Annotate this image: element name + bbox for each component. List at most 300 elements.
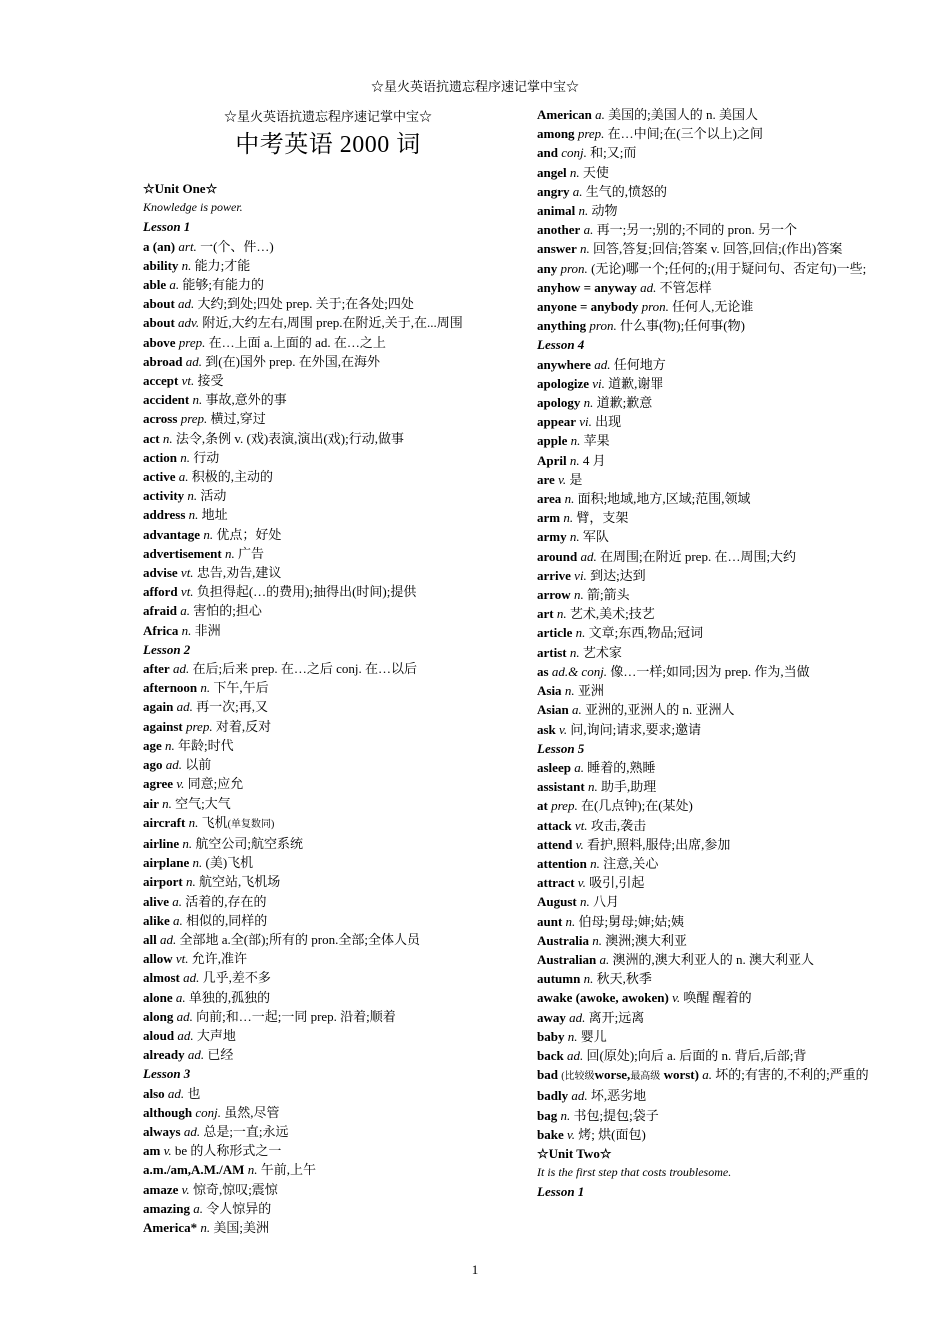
entry-pos: ad.: [580, 548, 597, 564]
vocab-entry: [143, 1026, 518, 1045]
entry-pos: n.: [569, 644, 580, 660]
vocab-entry: [143, 1045, 518, 1064]
entry-definition: 相似的,同样的: [185, 912, 268, 928]
entry-pos: a.: [702, 1067, 712, 1083]
entry-word: animal: [537, 203, 576, 219]
vocab-entry: [143, 794, 518, 813]
entry-definition: 能力;才能: [194, 257, 251, 273]
entry-definition: 航空站,飞机场: [198, 874, 281, 890]
entry-pos: ad.: [566, 1047, 584, 1063]
vocab-entry: [537, 873, 912, 892]
entry-pos: vt.: [180, 565, 194, 581]
entry-word: already: [143, 1047, 185, 1063]
entry-pos: ad.: [176, 699, 193, 715]
vocab-entry: [537, 259, 912, 278]
entry-pos: v.: [577, 875, 586, 891]
entry-word: appear: [537, 414, 576, 430]
entry-definition: 秋天,秋季: [596, 971, 652, 987]
entry-word: away: [537, 1009, 566, 1025]
entry-note: (单复数同): [227, 818, 275, 830]
entry-definition: 动物: [591, 203, 618, 219]
vocab-entry: [537, 585, 912, 604]
entry-pos: a.: [178, 469, 189, 485]
entry-definition: 同意;应允: [187, 776, 244, 792]
entry-word: Australia: [537, 932, 589, 948]
vocab-entry: [143, 256, 518, 275]
entry-pos: ad.: [165, 757, 182, 773]
vocab-entry: [537, 355, 912, 374]
vocab-entry: [537, 681, 912, 700]
entry-word: above: [143, 334, 176, 350]
entry-definition: 道歉,谢罪: [608, 375, 664, 391]
entry-pos: a.: [599, 951, 610, 967]
lesson-heading: Lesson 5: [537, 740, 585, 756]
entry-definition: 婴儿: [580, 1028, 607, 1044]
vocab-entry: [537, 163, 912, 182]
unit-motto: Knowledge is power.: [143, 200, 243, 215]
vocab-entry: [143, 911, 518, 930]
vocab-entry: [537, 1027, 912, 1046]
entry-definition: 和;又;而: [590, 145, 637, 161]
entry-word: amaze: [143, 1181, 179, 1197]
entry-word: act: [143, 430, 160, 446]
entry-word: answer: [537, 241, 577, 257]
entry-definition: 美国;美洲: [213, 1219, 270, 1235]
entry-pos: conj.: [561, 145, 587, 161]
entry-pos: n.: [188, 507, 199, 523]
entry-definition: 事故,意外的事: [205, 392, 287, 408]
entry-pos: ad.: [594, 356, 611, 372]
entry-definition: 虽然,尽管: [224, 1104, 280, 1120]
entry-definition: 总是;一直;永远: [203, 1123, 289, 1139]
entry-pos: prep.: [577, 126, 605, 142]
entry-word: American: [537, 107, 592, 122]
entry-word: America*: [143, 1219, 198, 1235]
entry-pos: n.: [192, 855, 203, 871]
entry-definition: 在后;后来 prep. 在…之后 conj. 在…以后: [192, 661, 418, 677]
entry-pos: v.: [672, 990, 681, 1006]
entry-pos: vt.: [181, 373, 195, 389]
entry-word: apple: [537, 433, 568, 449]
entry-word: apology: [537, 395, 581, 411]
vocab-entry: [537, 124, 912, 143]
entry-word: back: [537, 1047, 564, 1063]
vocab-entry: [537, 816, 912, 835]
entry-word: apologize: [537, 375, 589, 391]
entry-definition: 是: [569, 471, 583, 487]
entry-definition: 航空公司;航空系统: [195, 835, 303, 851]
entry-definition: 再一次;再,又: [196, 699, 268, 715]
entry-definition: 睡着的,熟睡: [587, 759, 656, 775]
entry-pos: n.: [583, 971, 594, 987]
entry-word: arm: [537, 510, 561, 526]
vocab-entry: [537, 623, 912, 642]
vocab-entry: [537, 547, 912, 566]
entry-definition: 也: [187, 1085, 201, 1101]
entry-word: abroad: [143, 353, 183, 369]
entry-definition: 烤; 烘(面包): [578, 1126, 646, 1142]
entry-word: about: [143, 296, 175, 312]
entry-word: ago: [143, 757, 163, 773]
entry-word: article: [537, 625, 573, 641]
entry-word: age: [143, 737, 162, 753]
entry-definition: 文章;东西,物品;冠词: [588, 625, 704, 641]
vocab-entry: [537, 1086, 912, 1105]
entry-definition: 生气的,愤怒的: [585, 183, 668, 199]
entry-definition: 活着的,存在的: [185, 893, 267, 909]
entry-definition: 亚洲的,亚洲人的 n. 亚洲人: [585, 702, 735, 718]
entry-pos: n.: [162, 430, 173, 446]
entry-word: and: [537, 145, 558, 161]
entry-word: alike: [143, 912, 170, 928]
entry-word: am: [143, 1143, 161, 1159]
entry-definition: 广告: [237, 545, 264, 561]
entry-definition: (美)飞机: [205, 855, 254, 871]
entry-word: able: [143, 277, 167, 293]
entry-pos: prep.: [551, 798, 578, 814]
entry-pos: a.: [172, 912, 183, 928]
vocab-entry: [143, 582, 518, 601]
entry-definition: 任何地方: [613, 356, 666, 372]
entry-word: always: [143, 1123, 181, 1139]
entry-definition: 美国的;美国人的 n. 美国人: [608, 107, 758, 122]
entry-definition: 一(个、件…): [200, 238, 274, 254]
entry-word: artist: [537, 644, 567, 660]
entry-pos: a.: [595, 107, 605, 122]
entry-word: Africa: [143, 622, 179, 638]
vocab-entry: [537, 220, 912, 239]
entry-word: activity: [143, 488, 185, 504]
entry-word: worst): [663, 1067, 699, 1083]
entry-word: ask: [537, 721, 556, 737]
vocab-entry: [537, 105, 912, 124]
vocab-entry: [537, 1125, 912, 1144]
entry-word: afraid: [143, 603, 177, 619]
entry-pos: n.: [592, 932, 602, 948]
entry-pos: v.: [566, 1126, 576, 1142]
entry-pos: v.: [558, 471, 567, 487]
entry-definition: 到(在)国外 prep. 在外国,在海外: [205, 353, 381, 369]
entry-definition: 行动: [193, 449, 220, 465]
entry-pos: ad.: [569, 1009, 586, 1025]
entry-definition: 以前: [185, 757, 212, 773]
entry-word: Australian: [537, 951, 597, 967]
entry-word: bag: [537, 1107, 558, 1123]
entry-word: another: [537, 222, 581, 238]
entry-pos: ad.: [176, 1008, 193, 1024]
entry-definition: 对着,反对: [215, 718, 272, 734]
vocab-entry: [143, 774, 518, 793]
entry-definition: 优点；好处: [216, 526, 282, 542]
entry-pos: n.: [564, 683, 575, 699]
unit-heading: ☆Unit One☆: [143, 181, 218, 196]
entry-note: (比较级: [561, 1071, 595, 1083]
entry-pos: ad.& conj.: [551, 663, 608, 679]
entry-definition: 负担得起(…的费用);抽得出(时间);提供: [196, 584, 417, 600]
entry-word: attack: [537, 817, 572, 833]
entry-pos: art.: [178, 238, 197, 254]
vocab-entry: [537, 1046, 912, 1065]
entry-word: anywhere: [537, 356, 591, 372]
vocab-entry: [143, 313, 518, 332]
entry-definition: 4 月: [582, 452, 606, 468]
entry-definition: 箭;箭头: [586, 587, 630, 603]
vocab-entry: [537, 988, 912, 1007]
vocab-entry: [537, 777, 912, 796]
entry-word: afternoon: [143, 680, 198, 696]
entry-pos: n.: [247, 1162, 258, 1178]
vocab-entry: [143, 544, 518, 563]
entry-word: as: [537, 663, 549, 679]
entry-definition: 在(几点钟);在(某处): [580, 798, 693, 814]
entry-definition: 法令,条例 v. (戏)表演,演出(戏);行动,做事: [175, 430, 404, 446]
document-header: [143, 108, 513, 162]
entry-word: anything: [537, 318, 587, 334]
entry-definition: 大约;到处;四处 prep. 关于;在各处;四处: [197, 296, 414, 312]
vocab-entry: [143, 834, 518, 853]
entry-pos: n.: [564, 491, 575, 507]
entry-pos: n.: [583, 395, 594, 411]
vocab-entry: [143, 371, 518, 390]
entry-definition: 飞机: [201, 814, 228, 830]
vocab-entry: [143, 813, 518, 834]
entry-definition: 向前;和…一起;一同 prep. 沿着;顺着: [196, 1008, 396, 1024]
entry-definition: 在周围;在附近 prep. 在…周围;大约: [599, 548, 797, 564]
entry-pos: n.: [188, 814, 199, 830]
entry-pos: a.: [175, 989, 186, 1005]
entry-definition: 注意,关心: [603, 855, 659, 871]
entry-pos: a.: [193, 1200, 203, 1216]
vocab-entry: [143, 736, 518, 755]
entry-definition: 坏,恶劣地: [590, 1088, 647, 1104]
entry-definition: 苹果: [583, 433, 610, 449]
vocab-entry: [537, 297, 912, 316]
entry-pos: ad.: [177, 1027, 194, 1043]
vocab-entry: [143, 409, 518, 428]
vocab-entry: [537, 604, 912, 623]
entry-word: after: [143, 661, 170, 677]
entry-word: aloud: [143, 1027, 175, 1043]
vocab-entry: [143, 448, 518, 467]
entry-pos: n.: [181, 622, 192, 638]
vocab-entry: [143, 1103, 518, 1122]
entry-pos: n.: [165, 737, 175, 753]
lesson-heading: Lesson 1: [143, 219, 191, 235]
vocab-entry: [537, 412, 912, 431]
entry-definition: 唤醒 醒着的: [683, 990, 752, 1006]
entry-word: April: [537, 452, 567, 468]
vocab-entry: [143, 563, 518, 582]
entry-pos: pron.: [641, 299, 669, 315]
entry-pos: vt.: [175, 951, 189, 967]
entry-pos: ad.: [178, 296, 195, 312]
vocab-entry: [537, 470, 912, 489]
entry-definition: 书包;提包;袋子: [573, 1107, 659, 1123]
vocab-entry: [537, 316, 912, 335]
entry-pos: a.: [572, 183, 583, 199]
entry-word: accept: [143, 373, 179, 389]
vocab-entry: [143, 968, 518, 987]
entry-word: area: [537, 491, 562, 507]
entry-word: all: [143, 931, 157, 947]
vocab-entry: [537, 508, 912, 527]
vocab-entry: [537, 854, 912, 873]
entry-definition: 大声地: [196, 1027, 236, 1043]
vocab-entry: [537, 950, 912, 969]
entry-pos: n.: [200, 680, 211, 696]
vocab-entry: [537, 835, 912, 854]
vocab-entry: [143, 467, 518, 486]
entry-definition: 问,询问;请求,要求;邀请: [570, 721, 702, 737]
unit-motto: It is the first step that costs troublesome.: [537, 1165, 732, 1180]
entry-word: are: [537, 471, 555, 487]
entry-pos: n.: [181, 257, 192, 273]
entry-definition: 非洲: [194, 622, 221, 638]
entry-definition: 令人惊异的: [206, 1200, 272, 1216]
entry-pos: n.: [162, 795, 172, 811]
entry-word: advantage: [143, 526, 201, 542]
entry-word: attention: [537, 855, 587, 871]
entry-definition: 不管怎样: [659, 279, 712, 295]
entry-pos: n.: [563, 510, 574, 526]
entry-word: army: [537, 529, 567, 545]
entry-definition: 害怕的;担心: [193, 603, 262, 619]
entry-word: attract: [537, 875, 575, 891]
entry-definition: 忠告,劝告,建议: [196, 565, 282, 581]
vocab-entry: [537, 431, 912, 450]
entry-definition: 已经: [207, 1047, 234, 1063]
vocab-entry: [143, 429, 518, 448]
entry-definition: 年龄;时代: [178, 737, 234, 753]
unit-heading: ☆Unit Two☆: [537, 1145, 612, 1161]
vocab-entry: [537, 182, 912, 201]
entry-pos: n.: [578, 203, 589, 219]
entry-pos: ad.: [185, 353, 202, 369]
entry-pos: n.: [579, 241, 590, 257]
entry-pos: n.: [569, 164, 580, 180]
entry-word: Asia: [537, 683, 562, 699]
entry-pos: ad.: [172, 661, 190, 677]
entry-pos: v.: [575, 836, 584, 852]
entry-definition: be 的人称形式之一: [174, 1143, 282, 1159]
entry-definition: 横过,穿过: [210, 411, 266, 427]
entry-definition: 午前,上午: [260, 1162, 316, 1178]
entry-word: alone: [143, 989, 173, 1005]
vocab-entry: [537, 1065, 912, 1086]
entry-word: bake: [537, 1126, 564, 1142]
entry-definition: 吸引,引起: [589, 875, 645, 891]
vocab-entry: [537, 643, 912, 662]
vocab-entry: [143, 275, 518, 294]
vocab-entry: [143, 333, 518, 352]
entry-definition: 回答,答复;回信;答案 v. 回答,回信;(作出)答案: [592, 241, 843, 257]
entry-pos: a.: [180, 603, 190, 619]
entry-definition: 几乎,差不多: [202, 970, 271, 986]
vocab-entry: [537, 489, 912, 508]
entry-pos: v.: [181, 1181, 190, 1197]
vocab-entry: [143, 486, 518, 505]
vocab-entry: [143, 1084, 518, 1103]
entry-definition: 攻击,袭击: [590, 817, 647, 833]
vocab-entry: [143, 294, 518, 313]
entry-pos: n.: [180, 449, 190, 465]
entry-pos: n.: [187, 488, 198, 504]
vocab-entry: [143, 755, 518, 774]
entry-pos: v.: [559, 721, 568, 737]
entry-pos: prep.: [180, 411, 208, 427]
entry-definition: 单独的,孤独的: [188, 989, 271, 1005]
vocab-entry: [537, 969, 912, 988]
entry-definition: 坏的;有害的,不利的;严重的: [715, 1067, 869, 1083]
entry-pos: v.: [163, 1143, 172, 1159]
entry-word: advertisement: [143, 545, 222, 561]
vocab-entry: [143, 1218, 518, 1237]
entry-pos: a.: [172, 893, 182, 909]
entry-word: against: [143, 718, 183, 734]
entry-word: active: [143, 469, 176, 485]
entry-definition: 在…上面 a.上面的 ad. 在…之上: [208, 334, 386, 350]
entry-word: asleep: [537, 759, 571, 775]
entry-definition: 天使: [582, 164, 609, 180]
entry-definition: 活动: [200, 488, 227, 504]
entry-definition: 积极的,主动的: [191, 469, 273, 485]
entry-word: angel: [537, 164, 567, 180]
lesson-heading: Lesson 1: [537, 1184, 585, 1200]
entry-pos: a.: [169, 277, 180, 293]
entry-word: almost: [143, 970, 180, 986]
entry-definition: 像…一样;如同;因为 prep. 作为,当做: [610, 663, 810, 679]
entry-word: any: [537, 260, 558, 276]
vocab-entry: [537, 201, 912, 220]
entry-word: again: [143, 699, 174, 715]
vocab-entry: [143, 1199, 518, 1218]
vocab-entry: [143, 621, 518, 640]
vocab-entry: [537, 278, 912, 297]
vocab-entry: [143, 390, 518, 409]
vocab-entry: [537, 527, 912, 546]
entry-definition: 艺术,美术;技艺: [569, 606, 655, 622]
vocab-entry: [143, 1122, 518, 1141]
entry-word: anyone = anybody: [537, 299, 639, 315]
entry-definition: 接受: [197, 373, 224, 389]
entry-pos: vi.: [592, 375, 605, 391]
entry-definition: 惊奇,惊叹;震惊: [192, 1181, 278, 1197]
entry-pos: vi.: [574, 567, 587, 583]
entry-word: a.m./am,A.M./AM: [143, 1162, 245, 1178]
entry-definition: 八月: [593, 894, 620, 910]
vocab-entry: [537, 720, 912, 739]
entry-word: autumn: [537, 971, 581, 987]
entry-definition: 澳洲;澳大利亚: [605, 932, 687, 948]
entry-definition: 在…中间;在(三个以上)之间: [607, 126, 763, 142]
entry-pos: a.: [583, 222, 594, 238]
entry-pos: n.: [185, 874, 196, 890]
entry-pos: n.: [560, 1107, 571, 1123]
vocab-entry: [143, 505, 518, 524]
entry-word: awake (awoke, awoken): [537, 990, 669, 1006]
entry-pos: vi.: [579, 414, 592, 430]
entry-definition: 臂，支架: [576, 510, 629, 526]
vocab-entry: [537, 374, 912, 393]
vocab-entry: [537, 700, 912, 719]
vocab-entry: [537, 931, 912, 950]
entry-word: art: [537, 606, 554, 622]
vocab-entry: [143, 1160, 518, 1179]
entry-definition: 附近,大约左右,周围 prep.在附近,关于,在...周围: [202, 315, 463, 331]
vocab-entry: [537, 566, 912, 585]
vocab-entry: [537, 143, 912, 162]
vocab-entry: [143, 1007, 518, 1026]
